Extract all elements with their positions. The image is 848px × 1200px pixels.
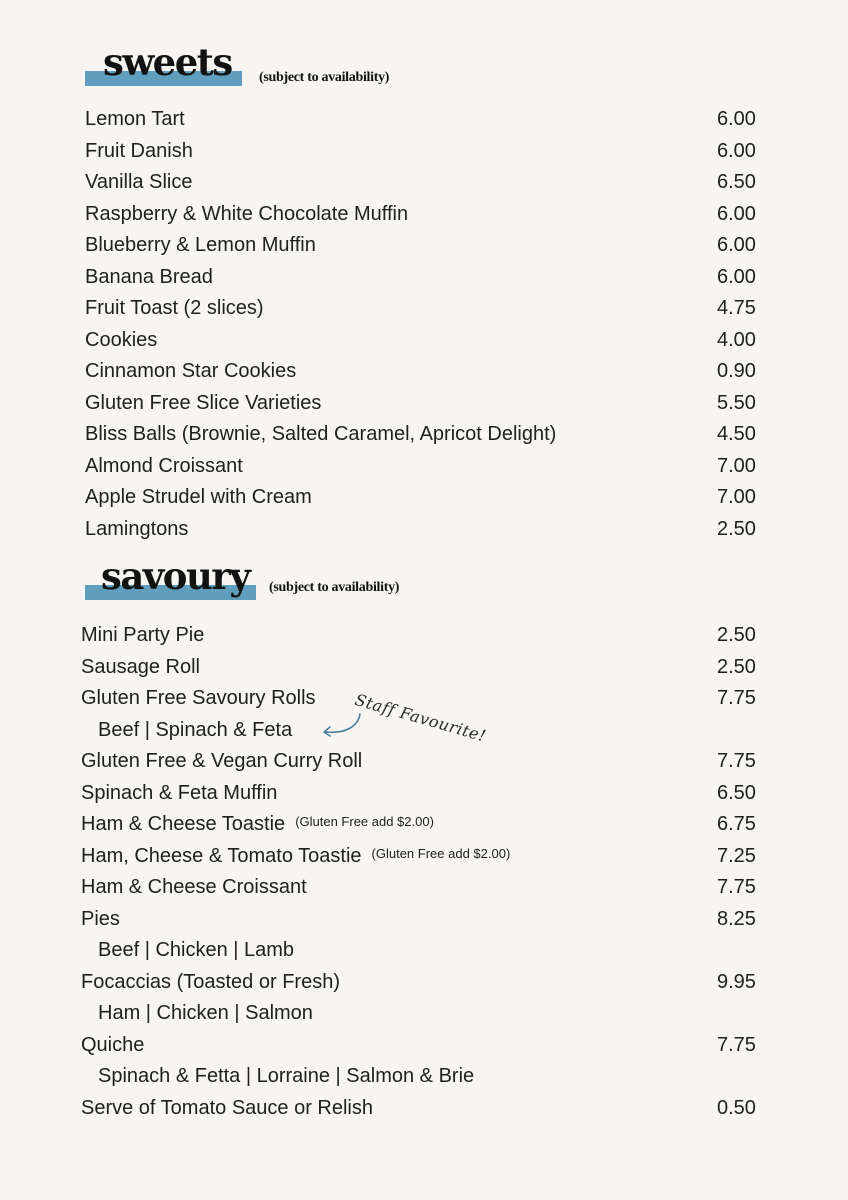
item-price: 2.50 (717, 624, 756, 646)
item-price: 2.50 (717, 517, 756, 540)
savoury-title: savoury (101, 554, 250, 598)
item-price: 4.75 (717, 297, 756, 319)
item-price: 7.75 (717, 1033, 756, 1056)
item-name: Cinnamon Star Cookies (85, 360, 297, 382)
item-variants: Beef | Spinach & Feta (98, 718, 293, 741)
list-item (81, 872, 781, 904)
list-item-variants (81, 935, 781, 967)
item-price: 6.00 (717, 202, 756, 225)
item-name: Sausage Roll (81, 655, 200, 678)
item-price: 4.00 (717, 328, 756, 351)
item-price: 2.50 (717, 655, 756, 678)
list-item-variants (81, 998, 781, 1030)
item-price: 9.95 (717, 970, 756, 993)
item-name: Ham, Cheese & Tomato Toastie (81, 844, 362, 867)
item-name: Pies (81, 907, 120, 930)
gluten-free-note: (Gluten Free add $2.00) (371, 845, 511, 861)
list-item (85, 199, 785, 231)
item-variants: Spinach & Fetta | Lorraine | Salmon & Brie (98, 1065, 475, 1087)
list-item (85, 482, 785, 514)
item-name: Ham & Cheese Toastie (81, 813, 286, 835)
item-price: 7.75 (717, 687, 756, 709)
item-name: Fruit Toast (2 slices) (85, 297, 264, 319)
item-price: 0.50 (717, 1096, 756, 1119)
list-item (81, 620, 781, 652)
list-item (81, 1093, 781, 1125)
item-price: 5.50 (717, 391, 756, 414)
item-price: 7.00 (717, 454, 756, 477)
list-item-variants (81, 1061, 781, 1093)
list-item (85, 230, 785, 262)
list-item (85, 262, 785, 294)
item-name: Focaccias (Toasted or Fresh) (81, 970, 340, 993)
list-item (81, 778, 781, 810)
list-item (85, 356, 785, 388)
item-price: 8.25 (717, 907, 756, 930)
item-name: Gluten Free Savoury Rolls (81, 687, 316, 709)
list-item (85, 136, 785, 168)
item-variants: Beef | Chicken | Lamb (98, 939, 295, 961)
item-name: Ham & Cheese Croissant (81, 876, 307, 898)
item-price: 6.00 (717, 108, 756, 130)
list-item (85, 325, 785, 357)
item-price: 7.25 (717, 844, 756, 867)
list-item (81, 841, 781, 873)
list-item (85, 388, 785, 420)
item-price: 6.75 (717, 813, 756, 835)
staff-favourite-annotation: Staff Favourite! (352, 690, 489, 746)
item-variants: Ham | Chicken | Salmon (98, 1002, 313, 1024)
item-name: Blueberry & Lemon Muffin (85, 234, 316, 256)
item-price: 7.00 (717, 486, 756, 508)
savoury-availability-note: (subject to availability) (269, 580, 400, 595)
item-name: Lamingtons (85, 517, 189, 540)
item-name-with-note (81, 841, 510, 874)
item-price: 0.90 (717, 360, 756, 382)
item-price: 7.75 (717, 876, 756, 898)
item-name: Gluten Free Slice Varieties (85, 391, 322, 414)
list-item (81, 967, 781, 999)
list-item (85, 167, 785, 199)
item-name: Banana Bread (85, 265, 213, 288)
list-item (85, 104, 785, 136)
item-price: 6.50 (717, 171, 756, 193)
list-item (81, 904, 781, 936)
item-name: Fruit Danish (85, 139, 193, 162)
list-item (85, 514, 785, 546)
item-price: 6.00 (717, 234, 756, 256)
list-item (85, 293, 785, 325)
item-name: Quiche (81, 1033, 145, 1056)
item-name: Lemon Tart (85, 108, 185, 130)
sweets-title: sweets (103, 40, 232, 84)
item-name: Vanilla Slice (85, 171, 193, 193)
item-price: 4.50 (717, 423, 756, 445)
item-name: Spinach & Feta Muffin (81, 781, 278, 804)
item-name: Cookies (85, 328, 158, 351)
sweets-availability-note: (subject to availability) (259, 70, 390, 85)
savoury-list (81, 620, 781, 1124)
list-item (81, 652, 781, 684)
item-name: Almond Croissant (85, 454, 243, 477)
item-price: 7.75 (717, 750, 756, 772)
curved-arrow-icon (318, 712, 364, 742)
list-item (81, 746, 781, 778)
item-name: Serve of Tomato Sauce or Relish (81, 1096, 374, 1119)
item-price: 6.50 (717, 781, 756, 804)
item-name: Apple Strudel with Cream (85, 486, 312, 508)
sweets-list (85, 104, 785, 545)
item-price: 6.00 (717, 139, 756, 162)
gluten-free-note: (Gluten Free add $2.00) (295, 814, 434, 829)
item-name-with-note (81, 809, 434, 842)
list-item (81, 683, 781, 715)
item-price: 6.00 (717, 265, 756, 288)
item-name: Mini Party Pie (81, 624, 205, 646)
sweets-header (85, 42, 425, 90)
item-name: Gluten Free & Vegan Curry Roll (81, 750, 363, 772)
list-item (81, 809, 781, 841)
savoury-header (85, 556, 445, 604)
item-name: Raspberry & White Chocolate Muffin (85, 202, 409, 225)
list-item (81, 1030, 781, 1062)
list-item (85, 451, 785, 483)
item-name: Bliss Balls (Brownie, Salted Caramel, Apricot Delight) (85, 423, 557, 445)
list-item (85, 419, 785, 451)
